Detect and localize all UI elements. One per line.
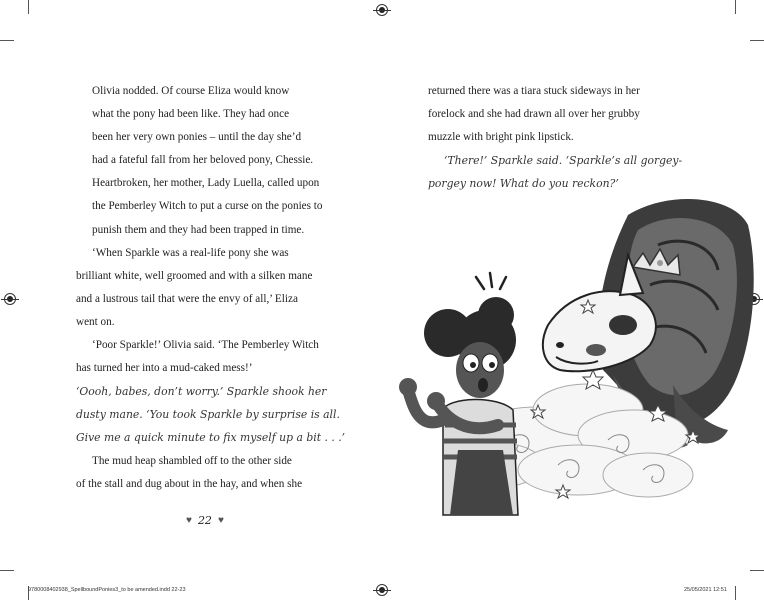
- text-line: of the stall and dug about in the hay, and when she: [76, 477, 303, 490]
- text-line: ‘When Sparkle was a real-life pony she was: [92, 246, 289, 259]
- crop-mark-tr-h: [750, 40, 764, 41]
- text-line: muzzle with bright pink lipstick.: [428, 131, 574, 144]
- page-number-text: 22: [197, 514, 212, 527]
- text-line: returned there was a tiara stuck sideways in her: [428, 85, 640, 97]
- paragraph: [76, 450, 338, 496]
- girl-olivia: [399, 273, 518, 515]
- crop-mark-tr-v: [735, 0, 736, 14]
- right-page-text: [428, 80, 698, 195]
- paragraph: [76, 334, 338, 380]
- paragraph: [76, 242, 338, 334]
- text-line: punish them and they had been trapped in time.: [92, 223, 305, 236]
- heart-icon: ♥: [217, 515, 224, 526]
- text-line: porgey now! What do you reckon?’: [428, 177, 619, 191]
- paragraph: [428, 80, 698, 149]
- crop-mark-bl-h: [0, 570, 14, 571]
- illustration: [388, 185, 758, 525]
- slug-file: 9780008402938_SpellboundPonies3_to be amended.indd 22-23: [28, 587, 186, 593]
- text-line: went on.: [76, 315, 115, 328]
- text-line: ‘There!’ Sparkle said. ‘Sparkle’s all gorgey-: [444, 154, 683, 168]
- dialogue-paragraph: [76, 380, 346, 449]
- registration-mark-icon: [4, 293, 16, 305]
- crop-mark-tl-h: [0, 40, 14, 41]
- text-line: been her very own ponies – until the day she’d: [92, 131, 302, 144]
- text-line: ‘Oooh, babes, don’t worry.’ Sparkle shook her: [76, 385, 327, 399]
- registration-mark-icon: [376, 4, 388, 16]
- text-line: has turned her into a mud-caked mess!’: [76, 362, 253, 375]
- page-number: [186, 514, 224, 527]
- crop-mark-br-v: [735, 586, 736, 600]
- text-line: ‘Poor Sparkle!’ Olivia said. ‘The Pemberley Witch: [92, 339, 319, 352]
- text-line: Olivia nodded. Of course Eliza would know: [92, 85, 290, 97]
- registration-mark-icon: [376, 584, 388, 596]
- crop-mark-br-h: [750, 570, 764, 571]
- left-page-text: [76, 80, 346, 496]
- text-line: Heartbroken, her mother, Lady Luella, called upon: [92, 177, 320, 190]
- slug-date: 25/05/2021 12:51: [684, 587, 727, 593]
- text-line: what the pony had been like. They had once: [92, 108, 290, 121]
- text-line: forelock and she had drawn all over her grubby: [428, 108, 640, 121]
- text-line: dusty mane. ‘You took Sparkle by surprise is all.: [76, 408, 340, 422]
- text-line: the Pemberley Witch to put a curse on the ponies to: [92, 200, 323, 213]
- heart-icon: ♥: [186, 515, 192, 526]
- paragraph: [76, 80, 338, 242]
- crop-mark-tl-v: [28, 0, 29, 14]
- text-line: and a lustrous tail that were the envy of all,’ Eliza: [76, 292, 298, 305]
- text-line: Give me a quick minute to fix myself up a bit . . .’: [76, 431, 346, 445]
- text-line: brilliant white, well groomed and with a silken mane: [76, 269, 313, 282]
- text-line: The mud heap shambled off to the other side: [92, 454, 292, 467]
- text-line: had a fateful fall from her beloved pony, Chessie.: [92, 154, 314, 167]
